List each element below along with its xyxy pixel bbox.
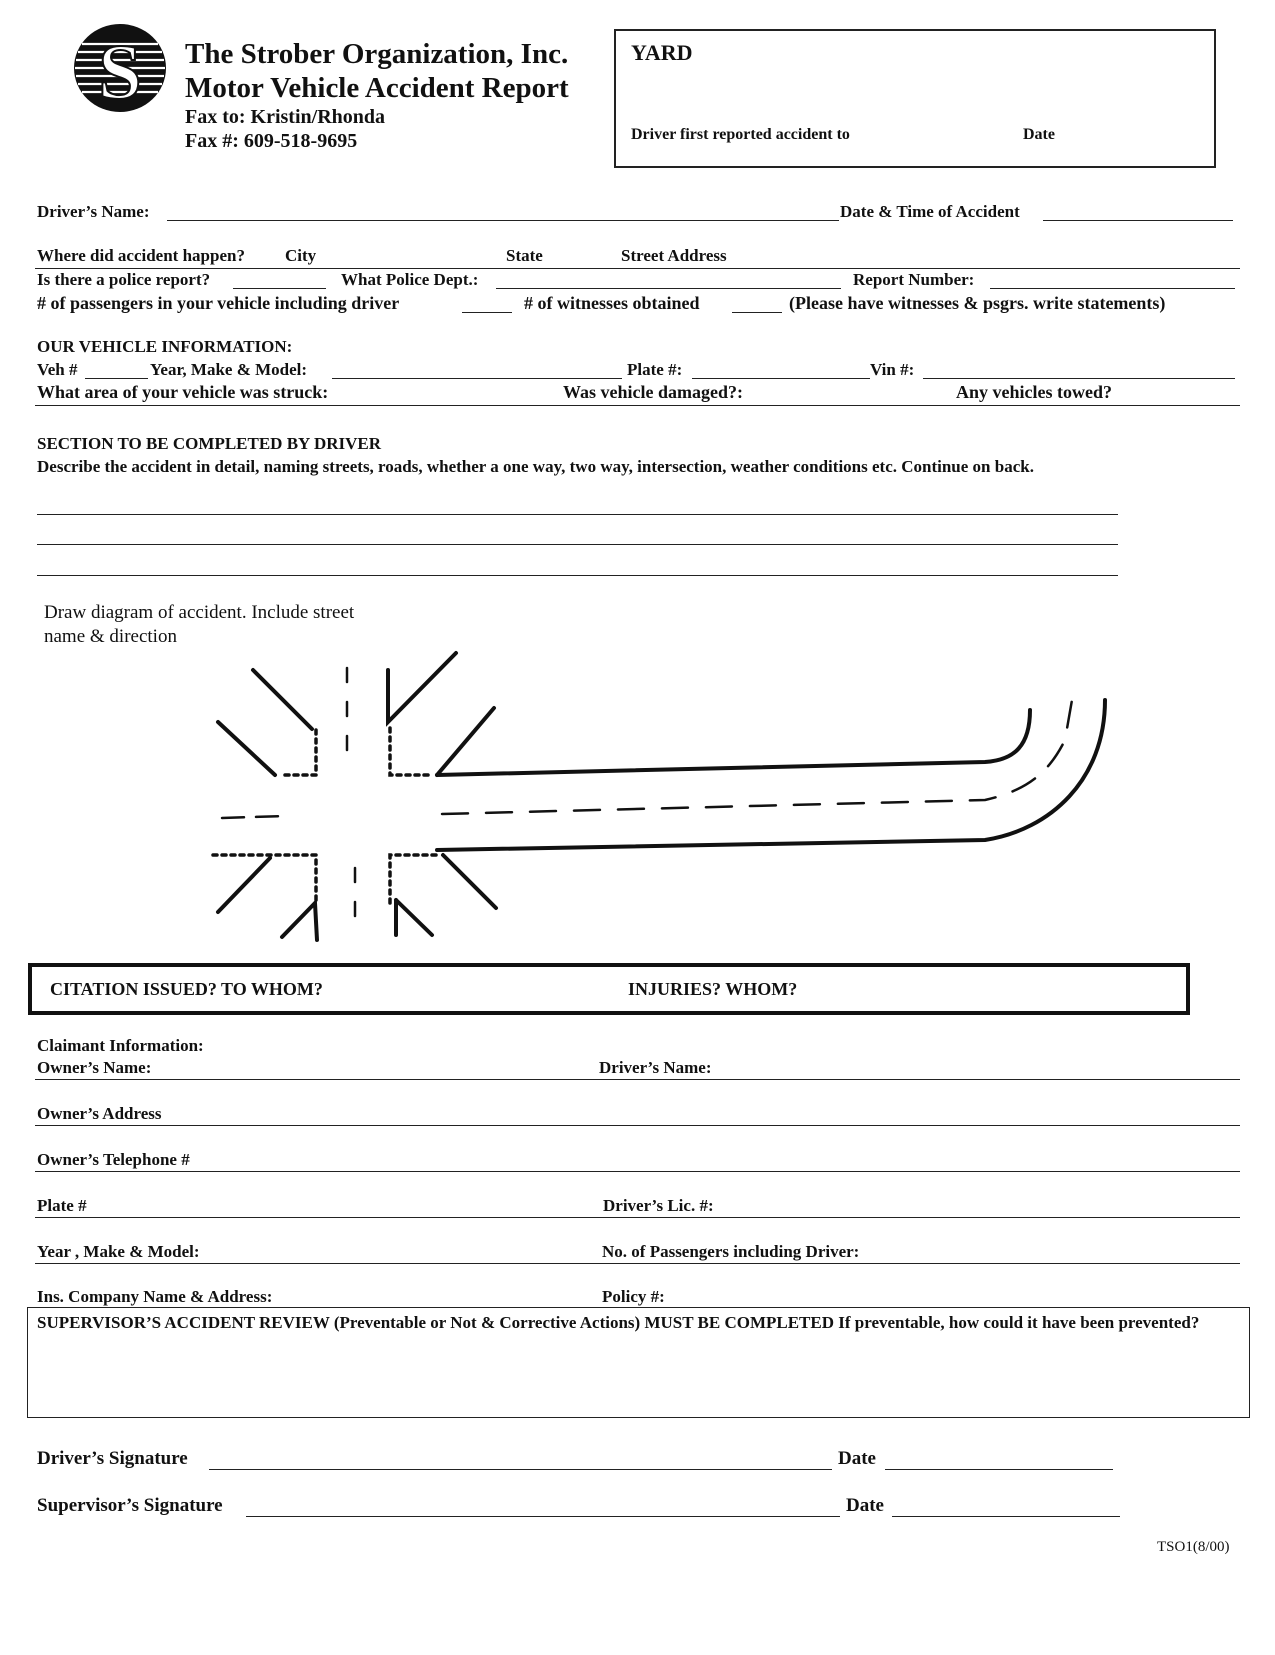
diagram-curb-ll [213, 855, 316, 903]
claimant-passengers-label: No. of Passengers including Driver: [602, 1242, 860, 1261]
year-make-label: Year, Make & Model: [150, 360, 308, 379]
report-number-field[interactable] [990, 274, 1235, 289]
diagram-corner-lr-2 [396, 900, 432, 935]
owner-address-label: Owner’s Address [37, 1104, 162, 1123]
state-label: State [506, 246, 543, 265]
diagram-corner-ul-2 [218, 722, 275, 775]
veh-label: Veh # [37, 360, 78, 379]
reported-to-label: Driver first reported accident to [631, 126, 850, 143]
driver-signature-field[interactable] [209, 1455, 832, 1470]
owner-address-line[interactable] [35, 1125, 1240, 1126]
diagram-corner-lr [443, 855, 496, 908]
fax-to: Fax to: Kristin/Rhonda [185, 106, 386, 128]
citation-label: CITATION ISSUED? TO WHOM? [50, 979, 323, 999]
vehicle-heading: OUR VEHICLE INFORMATION: [37, 337, 293, 356]
year-make-field[interactable] [332, 364, 622, 379]
witnesses-label: # of witnesses obtained [524, 293, 700, 313]
ins-company-label: Ins. Company Name & Address: [37, 1287, 273, 1306]
claimant-year-make-label: Year , Make & Model: [37, 1242, 200, 1261]
drivers-name-field[interactable] [167, 206, 839, 221]
org-name: The Strober Organization, Inc. [185, 38, 569, 70]
citation-box [28, 963, 1190, 1015]
yard-box [614, 29, 1216, 168]
policy-label: Policy #: [602, 1287, 665, 1306]
report-number-label: Report Number: [853, 270, 975, 289]
form-code: TSO1(8/00) [1157, 1539, 1230, 1555]
area-struck-label: What area of your vehicle was struck: [37, 382, 329, 402]
diagram-corner-ur [388, 653, 456, 722]
where-line[interactable] [35, 268, 1240, 269]
witnesses-field[interactable] [732, 298, 782, 313]
fax-number: Fax #: 609-518-9695 [185, 130, 358, 152]
supervisor-sig-date-label: Date [846, 1495, 884, 1516]
describe-line-1[interactable] [37, 514, 1118, 515]
diagram-corner-ll-2 [282, 903, 317, 940]
diagram-curb-lr [390, 855, 437, 903]
vin-label: Vin #: [870, 360, 915, 379]
passengers-label: # of passengers in your vehicle including driver [37, 293, 400, 313]
supervisor-signature-label: Supervisor’s Signature [37, 1495, 223, 1516]
date-time-field[interactable] [1043, 206, 1233, 221]
drivers-name-label: Driver’s Name: [37, 202, 150, 221]
injuries-label: INJURIES? WHOM? [628, 979, 798, 999]
vehicle-line[interactable] [35, 405, 1240, 406]
diagram-road-upper [437, 710, 1030, 775]
towed-label: Any vehicles towed? [956, 382, 1112, 402]
diagram-road-lower [437, 700, 1105, 850]
yard-title: YARD [631, 40, 693, 65]
owner-name-label: Owner’s Name: [37, 1058, 152, 1077]
diagram-corner-ur-2 [437, 708, 494, 775]
yard-date-label: Date [1023, 126, 1055, 143]
police-report-field[interactable] [233, 274, 326, 289]
diagram-corner-ul [253, 670, 312, 729]
claimant-plate-label: Plate # [37, 1196, 87, 1215]
describe-line-2[interactable] [37, 544, 1118, 545]
driver-sig-date-field[interactable] [885, 1455, 1113, 1470]
street-label: Street Address [621, 246, 727, 265]
driver-section-heading: SECTION TO BE COMPLETED BY DRIVER [37, 434, 382, 453]
owner-phone-line[interactable] [35, 1171, 1240, 1172]
supervisor-signature-field[interactable] [246, 1502, 840, 1517]
claimant-heading: Claimant Information: [37, 1036, 204, 1055]
describe-line-3[interactable] [37, 575, 1118, 576]
diagram-curb-ur [390, 728, 432, 775]
supervisor-sig-date-field[interactable] [892, 1502, 1120, 1517]
claimant-driver-name-label: Driver’s Name: [599, 1058, 712, 1077]
diagram-caption-1: Draw diagram of accident. Include street [44, 602, 355, 623]
report-title: Motor Vehicle Accident Report [185, 72, 569, 104]
diagram-corner-ll [218, 858, 270, 912]
police-report-label: Is there a police report? [37, 270, 211, 289]
claimant-plate-line[interactable] [35, 1217, 1240, 1218]
supervisor-review-label: SUPERVISOR’S ACCIDENT REVIEW (Preventable or Not & Corrective Actions) MUST BE COMPLETED If preventable, how could it have been prevented? [37, 1313, 1200, 1332]
police-dept-label: What Police Dept.: [341, 270, 479, 289]
logo-letter: S [98, 28, 142, 115]
company-logo [70, 20, 170, 116]
plate-label: Plate #: [627, 360, 683, 379]
claimant-year-make-line[interactable] [35, 1263, 1240, 1264]
police-dept-field[interactable] [496, 274, 841, 289]
damaged-label: Was vehicle damaged?: [563, 382, 743, 402]
describe-instructions: Describe the accident in detail, naming streets, roads, whether a one way, two way, intersection, weather conditions etc. Continue on back. [37, 457, 1034, 476]
claimant-lic-label: Driver’s Lic. #: [603, 1196, 714, 1215]
witness-note: (Please have witnesses & psgrs. write statements) [789, 293, 1166, 313]
supervisor-review-box[interactable] [27, 1307, 1250, 1418]
city-label: City [285, 246, 317, 265]
driver-sig-date-label: Date [838, 1448, 876, 1469]
diagram-caption-2: name & direction [44, 626, 177, 647]
diagram-centerline-road [442, 700, 1072, 814]
veh-field[interactable] [85, 364, 148, 379]
vin-field[interactable] [923, 364, 1235, 379]
date-time-label: Date & Time of Accident [840, 202, 1020, 221]
where-label: Where did accident happen? [37, 246, 245, 265]
owner-phone-label: Owner’s Telephone # [37, 1150, 190, 1169]
owner-name-line[interactable] [35, 1079, 1240, 1080]
diagram-curb-ul [280, 730, 316, 775]
diagram-centerline-left [222, 816, 285, 818]
driver-signature-label: Driver’s Signature [37, 1448, 188, 1469]
plate-field[interactable] [692, 364, 870, 379]
passengers-field[interactable] [462, 298, 512, 313]
